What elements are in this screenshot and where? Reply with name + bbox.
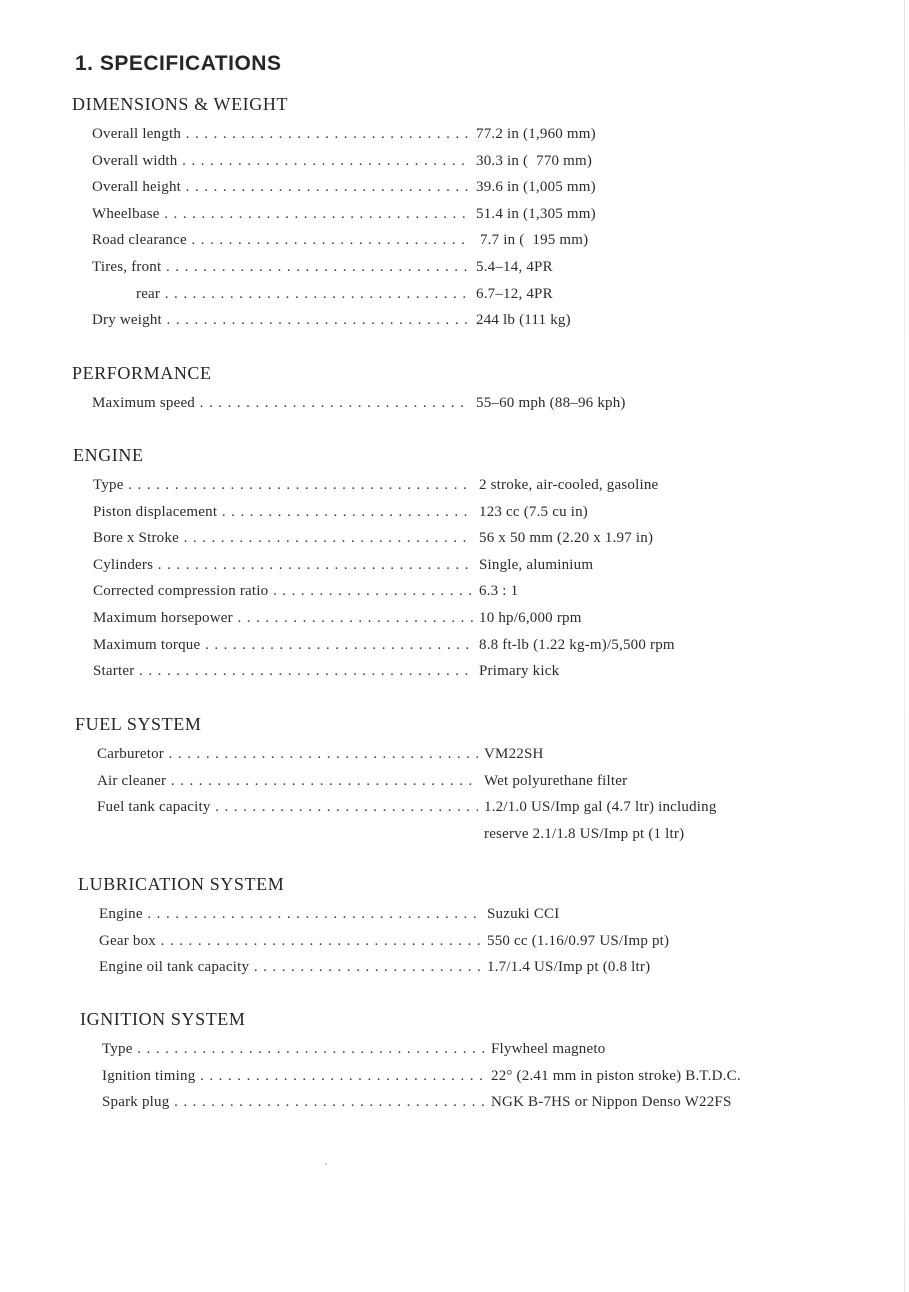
spec-row [93,499,588,526]
spec-value: 5.4–14, 4PR [476,258,553,275]
spec-row [92,307,571,334]
spec-row [102,1063,741,1090]
spec-value: 10 hp/6,000 rpm [479,609,582,626]
spec-label: Air cleaner . . . [97,768,478,795]
spec-row [92,281,553,308]
spec-label: Overall length . . . [92,121,470,148]
spec-value: Primary kick [479,663,560,680]
page-title: 1. SPECIFICATIONS [75,52,282,75]
spec-value: 550 cc (1.16/0.97 US/Imp pt) [487,932,670,949]
spec-value: 56 x 50 mm (2.20 x 1.97 in) [479,530,654,547]
spec-row [97,768,628,795]
spec-label: Starter . . . [93,658,473,685]
section-lubrication-system [78,874,670,981]
section-title: DIMENSIONS & WEIGHT [72,94,289,114]
spec-row [93,632,675,659]
spec-value: 55–60 mph (88–96 kph) [476,395,626,411]
spec-row [93,525,654,552]
spec-value: 1.7/1.4 US/Imp pt (0.8 ltr) [487,959,651,976]
spec-label: Road clearance . . . [92,227,470,254]
section-title: PERFORMANCE [72,363,212,383]
spec-value: 8.8 ft-lb (1.22 kg-m)/5,500 rpm [479,636,675,653]
spec-label: Type . . . [93,472,473,499]
spec-value: Wet polyurethane filter [484,772,628,789]
scan-speck [325,1163,327,1165]
section-engine [73,445,675,685]
spec-row-continuation [97,821,685,848]
spec-row [99,954,651,981]
spec-label: Ignition timing . . . [102,1063,485,1090]
spec-row [93,658,560,685]
spec-value: 39.6 in (1,005 mm) [476,179,596,196]
section-title: FUEL SYSTEM [75,714,202,734]
spec-label: Dry weight . . . [92,307,470,334]
spec-row [92,201,596,228]
spec-row [102,1036,606,1063]
spec-label: Cylinders . . . [93,552,473,579]
spec-label: Wheelbase . . . [92,201,470,228]
spec-label: Carburetor . . . [97,741,478,768]
spec-label: Maximum speed . . . [92,390,470,417]
spec-label: Maximum horsepower . . . [93,605,473,632]
spec-value: 123 cc (7.5 cu in) [479,503,588,520]
section-dimensions-weight [72,94,596,334]
spec-value: 6.3 : 1 [479,583,519,600]
spec-row [92,121,596,148]
section-title: IGNITION SYSTEM [80,1009,246,1029]
spec-label: Tires, front . . . [92,254,470,281]
spec-label: rear . . . [92,281,470,308]
spec-row [92,174,596,201]
spec-label: Overall width . . . [92,148,470,175]
spec-row [93,578,519,605]
section-title: LUBRICATION SYSTEM [78,874,285,894]
section-performance [72,363,626,417]
spec-label: Gear box . . . [99,928,481,955]
spec-row [93,552,594,579]
spec-label: Bore x Stroke . . . [93,525,473,552]
spec-label: Engine . . . [99,901,481,928]
spec-row [97,794,717,821]
spec-row [99,901,560,928]
spec-value: 1.2/1.0 US/Imp gal (4.7 ltr) including [484,799,717,816]
section-fuel-system [75,714,717,847]
spec-value: 6.7–12, 4PR [476,285,553,302]
section-ignition-system [80,1009,741,1116]
spec-row [97,741,544,768]
spec-value: Suzuki CCI [487,906,560,922]
spec-row [92,227,589,254]
spec-value: Flywheel magneto [491,1041,606,1057]
spec-value: NGK B-7HS or Nippon Denso W22FS [491,1094,732,1111]
spec-row [93,605,582,632]
spec-label: Piston displacement . . . [93,499,473,526]
spec-value: 51.4 in (1,305 mm) [476,205,596,222]
section-title: ENGINE [73,445,144,465]
spec-value: 30.3 in ( 770 mm) [476,152,593,169]
spec-value: 77.2 in (1,960 mm) [476,126,596,142]
spec-label: Overall height . . . [92,174,470,201]
spec-row [99,928,670,955]
spec-label: Fuel tank capacity . . . [97,794,478,821]
spec-value: Single, aluminium [479,556,594,573]
spec-row [102,1089,732,1116]
spec-label: Engine oil tank capacity . . . [99,954,481,981]
spec-value: 22° (2.41 mm in piston stroke) B.T.D.C. [491,1067,741,1084]
spec-value: 7.7 in ( 195 mm) [476,232,589,249]
spec-label: Type . . . [102,1036,485,1063]
spec-value: VM22SH [484,746,544,762]
spec-value: reserve 2.1/1.8 US/Imp pt (1 ltr) [484,825,685,842]
spec-row [92,254,553,281]
spec-value: 2 stroke, air-cooled, gasoline [479,477,659,493]
spec-row [93,472,659,499]
page-edge-line [904,0,905,1292]
spec-label: Corrected compression ratio . . . [93,578,473,605]
spec-row [92,390,626,417]
spec-label: Spark plug . . . [102,1089,485,1116]
spec-row [92,148,593,175]
spec-label: Maximum torque . . . [93,632,473,659]
spec-value: 244 lb (111 kg) [476,312,571,329]
